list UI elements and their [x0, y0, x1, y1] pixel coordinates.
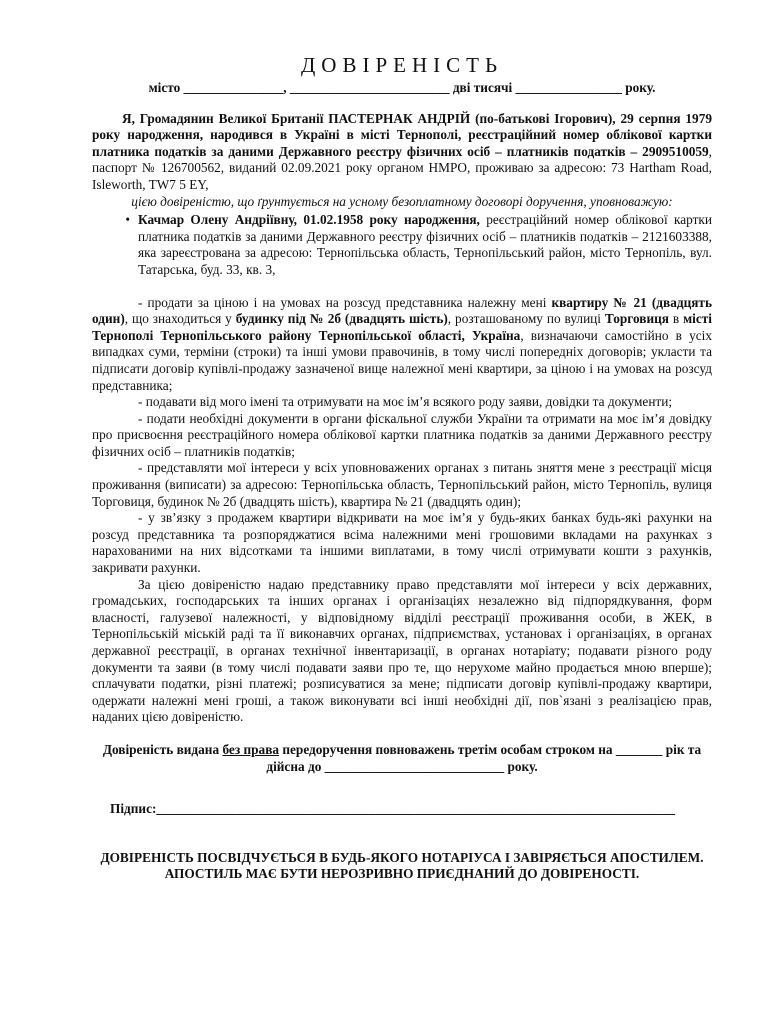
principal-passport-address: , паспорт № 126700562, виданий 02.09.2021 року органом HMPO, проживаю за адресою: 73 Hartham Road, Isleworth, TW7 5 EY,: [92, 143, 712, 192]
power-documents: - подавати від мого імені та отримувати на моє ім’я всякого роду заяви, довідки та документи;: [138, 394, 673, 410]
power-tax-service: - подати необхідні документи в органи фіскальної служби України та отримати на моє ім’я довідку про присвоєння реєстраційного номера облікової картки платника податків за даними Державного реєстру фізичних осіб – платників податків;: [92, 410, 712, 459]
principal-details: Я, Громадянин Великої Британії ПАСТЕРНАК АНДРІЙ (по-батькові Ігорович), 29 серпня 1979 року народження, народився в Україні в місті Тернополі, реєстраційний номер облікової картки платника податків за даними Державного реєстру фізичних осіб – платників податків – 2909510059: [92, 110, 712, 159]
notary-note: ДОВІРЕНІСТЬ ПОСВІДЧУЄТЬСЯ В БУДЬ-ЯКОГО НОТАРІУСА І ЗАВІРЯЄТЬСЯ АПОСТИЛЕМ. АПОСТИЛЬ МАЄ БУТИ НЕРОЗРИВНО ПРИЄДНАНИЙ ДО ДОВІРЕНОСТІ.: [100, 849, 704, 882]
bullet-icon: •: [125, 212, 130, 228]
power-deregistration: - представляти мої інтереси у всіх уповноважених органах з питань зняття мене з реєстрації місця проживання (виписати) за адресою: Тернопільська область, Тернопільський район, місто Тернопіль, вулиця Торговиця, будинок № 2б (двадцять шість), квартира № 21 (двадцять один);: [92, 460, 712, 509]
authorization-clause: цією довіреністю, що ґрунтується на усному безоплатному договорі доручення, уповноважую:: [131, 193, 673, 209]
representative-details: реєстраційний номер облікової картки платника податків за даними Державного реєстру фізичних осіб – платників податків – 2121603388, яка зареєстрована за адресою: Тернопільська область, Тернопільський район, місто Тернопіль, вул. Татарська, буд. 33, кв. 3,: [138, 212, 712, 277]
document-title: ДОВІРЕНІСТЬ: [300, 53, 504, 77]
representative-name: Качмар Олену Андріївну, 01.02.1958 року народження,: [138, 212, 480, 228]
validity-term: Довіреність видана без права передоручення повноважень третім особам строком на _______ рік та дійсна до ___________________________ року.: [102, 741, 702, 774]
power-sell-apartment: - продати за ціною і на умовах на розсуд представника належну мені квартиру № 21 (двадцять один), що знаходиться у будинку під № 2б (двадцять шість), розташованому по вулиці Торговиця в місті Тернополі Тернопільського району Тернопільської області, Україна, визначаючи самостійно в усіх випадках суми, терміни (строки) та інші умови правочинів, в тому числі попередніх договорів; укласти та підписати договір купівлі-продажу зазначеної вище належної мені квартири, за ціною і на умовах на розсуд представника;: [92, 294, 712, 393]
general-powers-paragraph: За цією довіреністю надаю представнику право представляти мої інтереси у всіх державних, громадських, господарських та інших органах і організаціях незалежно від підпорядкування, форм власності, галузевої належності, у відповідному відділі реєстрації проживання особи, в ЖЕК, в Тернопільській міській раді та її виконавчих органах, підприємствах, установах і організаціях, в органах державної реєстрації, в органах технічної інвентаризації, в органах нотаріату; подавати різного роду документи та заяви (в тому числі подавати заяви про те, що нерухоме майно продається мною вперше); сплачувати податки, різні платежі; розписуватися за мене; підписати договір купівлі-продажу квартири, одержати належні мені гроші, а також виконувати всі інші необхідні дії, пов`язані з реалізацією прав, наданих цією довіреністю.: [92, 576, 712, 725]
representative-item: [92, 212, 712, 278]
city-date-line: місто _______________, ________________________ дві тисячі ________________ року.: [148, 80, 656, 95]
principal-paragraph: [92, 111, 712, 194]
power-bank-accounts: - у зв’язку з продажем квартири відкривати на моє ім’я у будь-яких банках будь-які рахунки на розсуд представника та розпоряджатися всіма належними мені грошовими вкладами на рахунках з нарахованими на них відсотками та іншими виплатами, в тому числі отримувати кошти з рахунків, закривати рахунки.: [92, 510, 712, 576]
signature-line: Підпис:______________________________________________________________________________: [110, 801, 675, 817]
